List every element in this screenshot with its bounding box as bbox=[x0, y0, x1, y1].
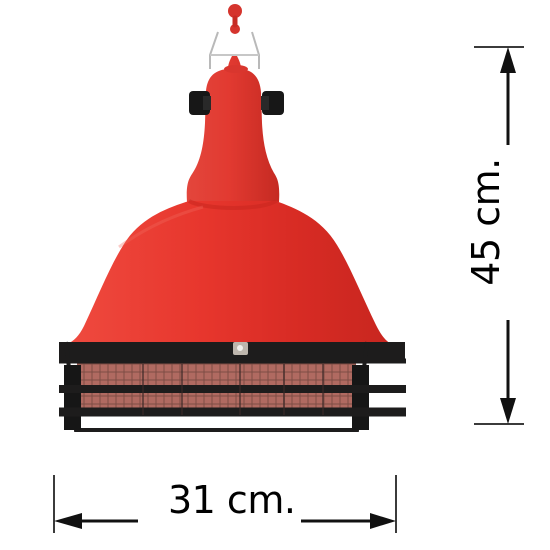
lamp-shade bbox=[67, 201, 391, 344]
height-dimension-label: 45 cm. bbox=[464, 158, 508, 286]
width-arrow-left-icon bbox=[54, 513, 82, 529]
protective-cage bbox=[59, 342, 406, 430]
lamp-neck bbox=[187, 56, 280, 202]
height-arrow-up-icon bbox=[500, 47, 516, 73]
width-arrow-right-icon bbox=[370, 513, 396, 529]
height-arrow-down-icon bbox=[500, 398, 516, 424]
width-dimension-label: 31 cm. bbox=[168, 478, 296, 522]
lamp bbox=[59, 4, 406, 430]
